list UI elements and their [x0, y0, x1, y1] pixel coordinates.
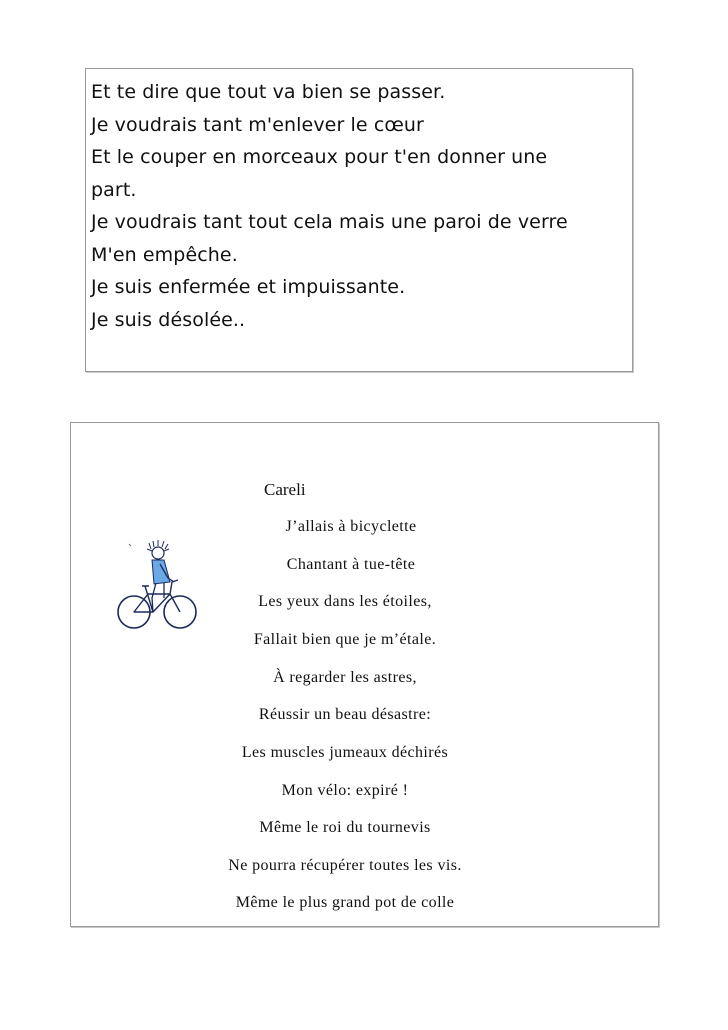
poem-verse: J’allais à bicyclette — [285, 518, 417, 535]
prose-box — [85, 68, 633, 372]
prose-text — [91, 76, 568, 336]
poem-verse: Même le roi du tournevis — [259, 819, 431, 836]
prose-line: Je suis désolée.. — [91, 308, 246, 331]
poem-verse: Même le plus grand pot de colle — [235, 894, 455, 911]
poem-verse: Fallait bien que je m’étale. — [253, 631, 437, 648]
poem-title: Careli — [264, 480, 306, 499]
prose-line: M'en empêche. — [91, 243, 238, 266]
poem-verse: Réussir un beau désastre: — [258, 706, 432, 723]
prose-line: Et le couper en morceaux pour t'en donner une — [91, 146, 548, 168]
poem-verse: Les muscles jumeaux déchirés — [241, 744, 449, 761]
cyclist-drawing-icon — [108, 540, 208, 640]
prose-line: Et te dire que tout va bien se passer. — [91, 81, 446, 103]
poem-verse: Les yeux dans les étoiles, — [258, 593, 432, 610]
poem-verse: Ne pourra récupérer toutes les vis. — [228, 857, 462, 874]
prose-line: Je voudrais tant tout cela mais une paroi de verre — [91, 211, 568, 233]
poem-verse: Mon vélo: expiré ! — [281, 782, 409, 799]
poem-verse: À regarder les astres, — [273, 669, 417, 686]
poem-verse: Chantant à tue-tête — [286, 556, 416, 573]
prose-line: Je voudrais tant m'enlever le cœur — [91, 113, 424, 136]
prose-line: part. — [91, 178, 137, 201]
prose-line: Je suis enfermée et impuissante. — [91, 276, 406, 298]
